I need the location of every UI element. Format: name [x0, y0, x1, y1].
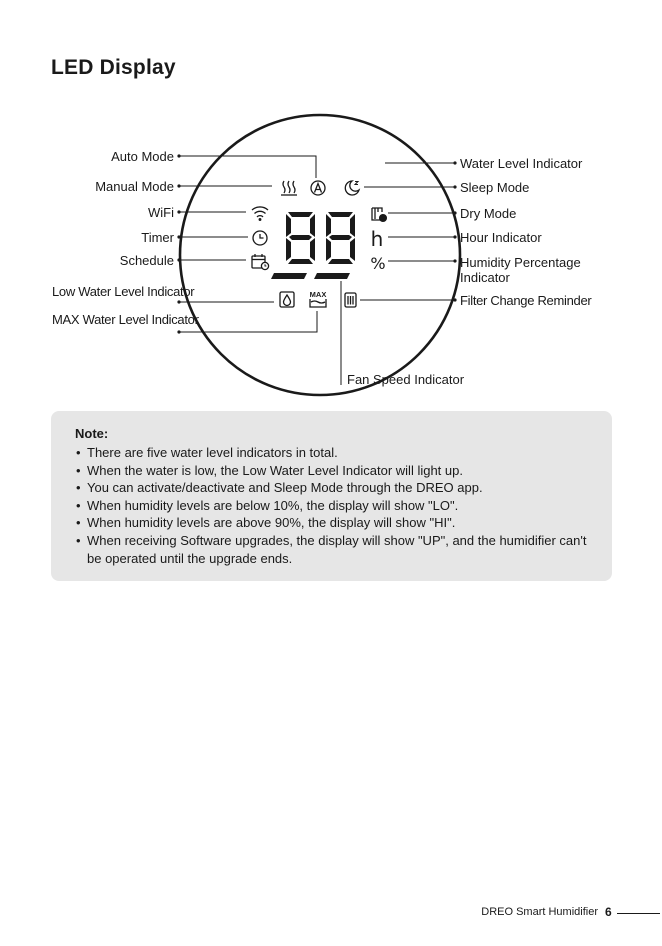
- note-item: • When the water is low, the Low Water Level Indicator will light up.: [75, 462, 595, 480]
- note-title: Note:: [75, 426, 109, 441]
- steam-icon: [281, 181, 297, 195]
- note-list: [75, 444, 595, 567]
- max-water-icon: [310, 299, 326, 307]
- label-wifi: WiFi: [148, 205, 174, 220]
- note-item: • When humidity levels are above 90%, the display will show "HI".: [75, 514, 595, 532]
- label-water-level: Water Level Indicator: [460, 156, 583, 171]
- label-humidity-line2: Indicator: [460, 270, 510, 285]
- page-title: LED Display: [51, 56, 176, 79]
- hour-icon: h: [370, 227, 384, 251]
- digit-display: [271, 212, 355, 279]
- fan-speed-bar-1: [271, 273, 307, 279]
- label-filter: Filter Change Reminder: [460, 293, 592, 308]
- footer-rule: [617, 913, 660, 914]
- moon-icon: [345, 181, 359, 195]
- label-dry-mode: Dry Mode: [460, 206, 517, 221]
- fan-speed-bar-2: [314, 273, 350, 279]
- label-max-water: MAX Water Level Indicator: [52, 312, 199, 327]
- filter-icon: [345, 293, 356, 307]
- label-timer: Timer: [141, 230, 174, 245]
- wifi-icon: [252, 207, 268, 220]
- label-auto-mode: Auto Mode: [111, 149, 174, 164]
- label-fan-speed: Fan Speed Indicator: [347, 372, 465, 387]
- auto-mode-icon: [311, 181, 325, 195]
- page-number: 6: [605, 905, 612, 919]
- dry-mode-icon: [372, 208, 386, 221]
- leader-auto-mode: [179, 156, 316, 178]
- footer-brand: DREO Smart Humidifier: [481, 906, 598, 918]
- label-manual-mode: Manual Mode: [95, 179, 174, 194]
- calendar-icon: [252, 254, 269, 270]
- note-item: • There are five water level indicators in total.: [75, 444, 595, 462]
- display-ring: [180, 115, 460, 395]
- percent-icon: %: [370, 254, 386, 273]
- note-box: [51, 411, 612, 581]
- water-drop-icon: [280, 292, 294, 307]
- label-hour: Hour Indicator: [460, 230, 542, 245]
- digit-right: [326, 212, 355, 264]
- digit-left: [286, 212, 315, 264]
- clock-icon: [253, 231, 267, 245]
- note-item: • You can activate/deactivate and Sleep Mode through the DREO app.: [75, 479, 595, 497]
- label-schedule: Schedule: [119, 253, 174, 268]
- note-item: • When humidity levels are below 10%, the display will show "LO".: [75, 497, 595, 515]
- led-display-diagram: [0, 0, 662, 400]
- max-icon-label: MAX: [309, 290, 327, 299]
- label-sleep-mode: Sleep Mode: [460, 180, 530, 195]
- label-humidity-line1: Humidity Percentage: [460, 255, 581, 270]
- label-low-water: Low Water Level Indicator: [52, 284, 195, 299]
- note-item: • When receiving Software upgrades, the display will show "UP", and the humidifier can't be operated until the upgrade ends.: [75, 532, 595, 567]
